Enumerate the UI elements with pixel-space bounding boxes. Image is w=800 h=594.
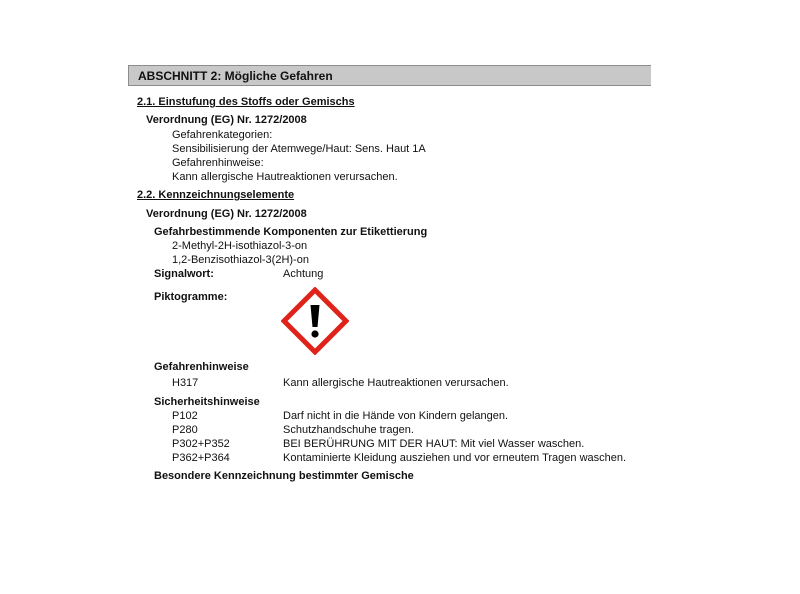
precautions-label: Sicherheitshinweise: [154, 396, 260, 408]
component-item: 2-Methyl-2H-isothiazol-3-on: [172, 240, 308, 252]
hazard-categories-label: Gefahrenkategorien:: [172, 129, 273, 141]
precaution-text: Kontaminierte Kleidung ausziehen und vor erneutem Tragen waschen.: [283, 452, 627, 464]
hazard-statements-label: Gefahrenhinweise: [154, 361, 249, 373]
component-item: 1,2-Benzisothiazol-3(2H)-on: [172, 254, 309, 266]
precaution-code: P362+P364: [172, 452, 230, 464]
subsection-2-2-heading: 2.2. Kennzeichnungselemente: [137, 189, 295, 201]
hazard-notes-value: Kann allergische Hautreaktionen verursachen.: [172, 171, 398, 183]
precaution-code: P302+P352: [172, 438, 230, 450]
regulation-label-2-2: Verordnung (EG) Nr. 1272/2008: [146, 208, 307, 220]
precaution-text: Schutzhandschuhe tragen.: [283, 424, 414, 436]
exclamation-mark-pictogram-icon: [281, 287, 349, 355]
special-labelling-label: Besondere Kennzeichnung bestimmter Gemische: [154, 470, 414, 482]
hazard-text: Kann allergische Hautreaktionen verursachen.: [283, 377, 509, 389]
hazard-categories-value: Sensibilisierung der Atemwege/Haut: Sens. Haut 1A: [172, 143, 426, 155]
precaution-text: BEI BERÜHRUNG MIT DER HAUT: Mit viel Wasser waschen.: [283, 438, 585, 450]
signal-word-value: Achtung: [283, 268, 324, 280]
components-label: Gefahrbestimmende Komponenten zur Etikettierung: [154, 226, 428, 238]
pictograms-label: Piktogramme:: [154, 291, 228, 303]
precaution-code: P280: [172, 424, 198, 436]
section-title: ABSCHNITT 2: Mögliche Gefahren: [138, 69, 333, 83]
regulation-label-2-1: Verordnung (EG) Nr. 1272/2008: [146, 114, 307, 126]
precaution-code: P102: [172, 410, 198, 422]
precaution-text: Darf nicht in die Hände von Kindern gelangen.: [283, 410, 509, 422]
signal-word-label: Signalwort:: [154, 268, 214, 280]
section-header: [128, 65, 651, 86]
hazard-code: H317: [172, 377, 199, 389]
hazard-notes-label: Gefahrenhinweise:: [172, 157, 264, 169]
subsection-2-1-heading: 2.1. Einstufung des Stoffs oder Gemischs: [137, 96, 355, 108]
